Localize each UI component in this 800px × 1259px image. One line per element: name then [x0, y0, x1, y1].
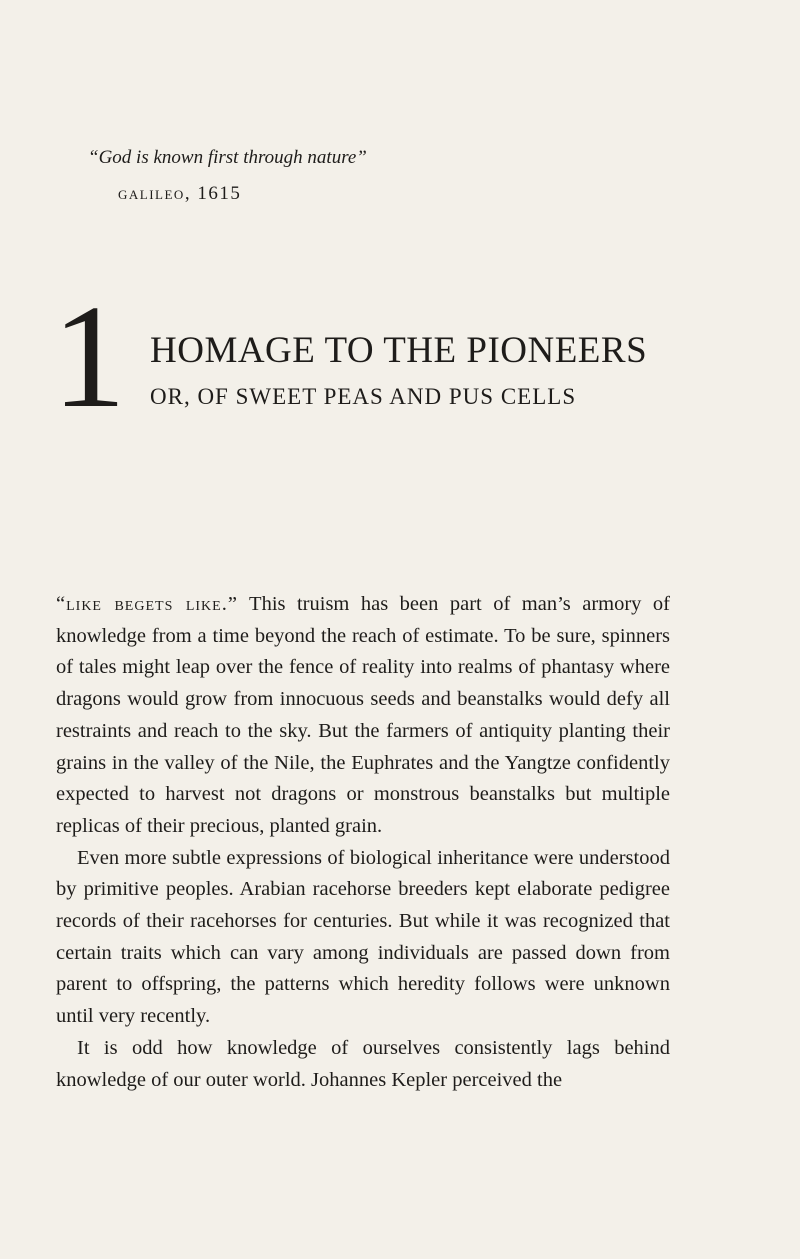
paragraph-1 [56, 589, 670, 843]
chapter-title: HOMAGE TO THE PIONEERS [150, 330, 648, 371]
paragraph-1-lead: “like begets like.” [56, 593, 238, 615]
epigraph-source: galileo, 1615 [118, 183, 242, 204]
chapter-number: 1 [52, 275, 126, 439]
paragraph-2: Even more subtle expressions of biological inheritance were understood by primitive peoples. Arabian racehorse breeders kept elaborate pedigree records of their racehorses for centuries. But while it was recognized that certain traits which can vary among individuals are passed down from parent to offspring, the patterns which heredity follows were unknown until very recently. [56, 846, 670, 1028]
paragraph-3: It is odd how knowledge of ourselves consistently lags behind knowledge of our outer world. Johannes Kepler perceived the [56, 1036, 670, 1091]
epigraph-quote: “God is known first through nature” [88, 147, 367, 168]
chapter-subtitle: OR, OF SWEET PEAS AND PUS CELLS [150, 384, 577, 409]
paragraph-1-text: This truism has been part of man’s armory of knowledge from a time beyond the reach of estimate. To be sure, spinners of tales might leap over the fence of reality into realms of phantasy where dragons would grow from innocuous seeds and beanstalks would defy all restraints and reach to the sky. But the farmers of antiquity planting their grains in the valley of the Nile, the Euphrates and the Yangtze confidently expected to harvest not dragons or monstrous beanstalks but multiple replicas of their precious, planted grain. [56, 593, 670, 837]
body-text [56, 589, 670, 1096]
